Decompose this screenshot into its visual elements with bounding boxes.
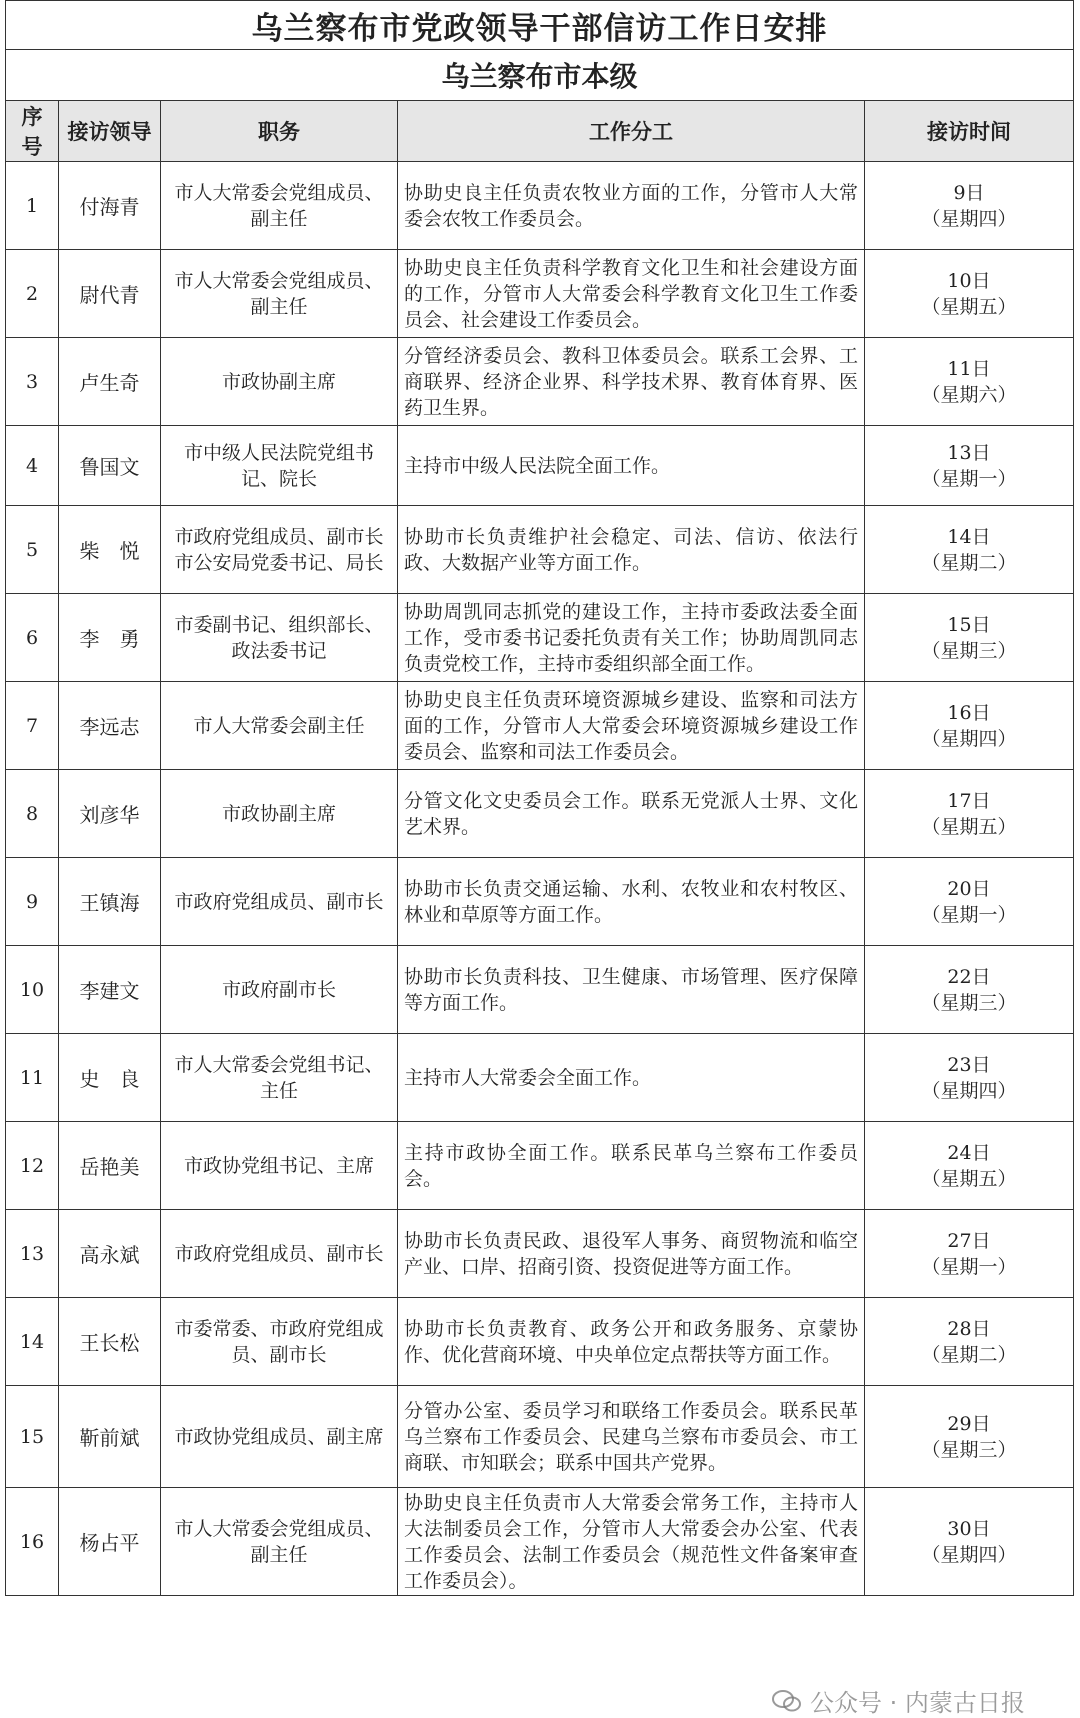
header-duty: 工作分工 [398,101,865,162]
leader-position: 市政府党组成员、副市长市公安局党委书记、局长 [161,506,398,594]
leader-position: 市人大常委会党组书记、主任 [161,1034,398,1122]
visit-weekday: （星期五） [921,1167,1017,1190]
visit-day: 22日 [947,965,991,988]
leader-name: 刘彦华 [59,770,161,858]
visit-time [865,594,1074,682]
visit-day: 15日 [947,613,991,636]
table-body [6,162,1074,1596]
work-duty: 分管办公室、委员学习和联络工作委员会。联系民革乌兰察布工作委员会、民建乌兰察布市委员会、市工商联、市知联会；联系中国共产党界。 [398,1386,865,1488]
table-row [6,594,1074,682]
visit-time [865,162,1074,250]
table-row [6,506,1074,594]
visit-time [865,1386,1074,1488]
table-row [6,1122,1074,1210]
work-duty: 协助史良主任负责科学教育文化卫生和社会建设方面的工作，分管市人大常委会科学教育文化卫生工作委员会、社会建设工作委员会。 [398,250,865,338]
visit-weekday: （星期一） [921,903,1017,926]
work-duty: 协助市长负责教育、政务公开和政务服务、京蒙协作、优化营商环境、中央单位定点帮扶等方面工作。 [398,1298,865,1386]
visit-day: 20日 [947,877,991,900]
row-number: 11 [6,1034,59,1122]
visit-time [865,1034,1074,1122]
leader-position: 市政协党组书记、主席 [161,1122,398,1210]
visit-weekday: （星期一） [921,1255,1017,1278]
visit-day: 10日 [947,269,991,292]
visit-time [865,426,1074,506]
row-number: 16 [6,1488,59,1596]
visit-time [865,858,1074,946]
leader-name: 岳艳美 [59,1122,161,1210]
leader-position: 市中级人民法院党组书记、院长 [161,426,398,506]
table-row [6,1034,1074,1122]
row-number: 3 [6,338,59,426]
table-row [6,338,1074,426]
visit-day: 11日 [947,357,991,380]
work-duty: 协助市长负责科技、卫生健康、市场管理、医疗保障等方面工作。 [398,946,865,1034]
leader-name: 卢生奇 [59,338,161,426]
work-duty: 主持市政协全面工作。联系民革乌兰察布工作委员会。 [398,1122,865,1210]
leader-name: 王镇海 [59,858,161,946]
visit-weekday: （星期三） [921,1438,1017,1461]
visit-weekday: （星期二） [921,1343,1017,1366]
visit-weekday: （星期四） [921,207,1017,230]
leader-name: 李远志 [59,682,161,770]
leader-position: 市政府副市长 [161,946,398,1034]
table-row [6,770,1074,858]
work-duty: 分管经济委员会、教科卫体委员会。联系工会界、工商联界、经济企业界、科学技术界、教育体育界、医药卫生界。 [398,338,865,426]
leader-name: 王长松 [59,1298,161,1386]
row-number: 7 [6,682,59,770]
row-number: 14 [6,1298,59,1386]
row-number: 12 [6,1122,59,1210]
watermark-text: 公众号 · 内蒙古日报 [810,1689,1025,1717]
work-duty: 协助市长负责维护社会稳定、司法、信访、依法行政、大数据产业等方面工作。 [398,506,865,594]
visit-day: 17日 [947,789,991,812]
table-row [6,162,1074,250]
visit-weekday: （星期四） [921,1079,1017,1102]
row-number: 6 [6,594,59,682]
page-title: 乌兰察布市党政领导干部信访工作日安排 [6,1,1074,50]
visit-time [865,682,1074,770]
visit-weekday: （星期四） [921,1543,1017,1566]
leader-name: 高永斌 [59,1210,161,1298]
leader-name: 柴 悦 [59,506,161,594]
visit-day: 29日 [947,1412,991,1435]
table-row [6,1298,1074,1386]
leader-name: 尉代青 [59,250,161,338]
work-duty: 协助史良主任负责农牧业方面的工作，分管市人大常委会农牧工作委员会。 [398,162,865,250]
leader-position: 市人大常委会党组成员、副主任 [161,1488,398,1596]
visit-day: 16日 [947,701,991,724]
visit-day: 13日 [947,441,991,464]
visit-time [865,338,1074,426]
visit-day: 9日 [953,181,985,204]
visit-weekday: （星期三） [921,639,1017,662]
row-number: 1 [6,162,59,250]
leader-position: 市政府党组成员、副市长 [161,1210,398,1298]
row-number: 8 [6,770,59,858]
visit-day: 14日 [947,525,991,548]
row-number: 2 [6,250,59,338]
header-leader: 接访领导 [59,101,161,162]
work-duty: 协助市长负责交通运输、水利、农牧业和农村牧区、林业和草原等方面工作。 [398,858,865,946]
leader-name: 靳前斌 [59,1386,161,1488]
work-duty: 主持市人大常委会全面工作。 [398,1034,865,1122]
leader-position: 市委常委、市政府党组成员、副市长 [161,1298,398,1386]
visit-day: 24日 [947,1141,991,1164]
visit-time [865,506,1074,594]
header-no: 序号 [6,101,59,162]
leader-position: 市人大常委会党组成员、副主任 [161,162,398,250]
page-subtitle: 乌兰察布市本级 [6,50,1074,101]
leader-name: 鲁国文 [59,426,161,506]
row-number: 15 [6,1386,59,1488]
schedule-table [5,0,1074,1596]
visit-weekday: （星期五） [921,815,1017,838]
row-number: 13 [6,1210,59,1298]
leader-position: 市政协党组成员、副主席 [161,1386,398,1488]
visit-time [865,1210,1074,1298]
leader-position: 市委副书记、组织部长、政法委书记 [161,594,398,682]
visit-time [865,1488,1074,1596]
work-duty: 协助市长负责民政、退役军人事务、商贸物流和临空产业、口岸、招商引资、投资促进等方面工作。 [398,1210,865,1298]
visit-day: 23日 [947,1053,991,1076]
schedule-sheet [5,0,1073,1596]
table-row [6,682,1074,770]
wechat-icon [772,1689,802,1713]
work-duty: 协助周凯同志抓党的建设工作，主持市委政法委全面工作，受市委书记委托负责有关工作；协助周凯同志负责党校工作，主持市委组织部全面工作。 [398,594,865,682]
work-duty: 协助史良主任负责环境资源城乡建设、监察和司法方面的工作，分管市人大常委会环境资源城乡建设工作委员会、监察和司法工作委员会。 [398,682,865,770]
leader-name: 李 勇 [59,594,161,682]
visit-weekday: （星期二） [921,551,1017,574]
visit-time [865,946,1074,1034]
visit-weekday: （星期四） [921,727,1017,750]
leader-position: 市政协副主席 [161,770,398,858]
table-row [6,946,1074,1034]
table-row [6,426,1074,506]
visit-weekday: （星期五） [921,295,1017,318]
leader-name: 杨占平 [59,1488,161,1596]
leader-position: 市政协副主席 [161,338,398,426]
row-number: 4 [6,426,59,506]
visit-time [865,1122,1074,1210]
leader-position: 市政府党组成员、副市长 [161,858,398,946]
table-row [6,250,1074,338]
table-header-row [6,101,1074,162]
leader-name: 付海青 [59,162,161,250]
visit-day: 30日 [947,1517,991,1540]
table-row [6,858,1074,946]
work-duty: 主持市中级人民法院全面工作。 [398,426,865,506]
visit-time [865,770,1074,858]
visit-day: 27日 [947,1229,991,1252]
leader-position: 市人大常委会党组成员、副主任 [161,250,398,338]
visit-time [865,250,1074,338]
leader-position: 市人大常委会副主任 [161,682,398,770]
row-number: 5 [6,506,59,594]
leader-name: 李建文 [59,946,161,1034]
visit-time [865,1298,1074,1386]
work-duty: 分管文化文史委员会工作。联系无党派人士界、文化艺术界。 [398,770,865,858]
table-row [6,1488,1074,1596]
work-duty: 协助史良主任负责市人大常委会常务工作，主持市人大法制委员会工作，分管市人大常委会办公室、代表工作委员会、法制工作委员会（规范性文件备案审查工作委员会）。 [398,1488,865,1596]
visit-weekday: （星期一） [921,467,1017,490]
table-row [6,1386,1074,1488]
visit-day: 28日 [947,1317,991,1340]
row-number: 9 [6,858,59,946]
leader-name: 史 良 [59,1034,161,1122]
header-position: 职务 [161,101,398,162]
visit-weekday: （星期六） [921,383,1017,406]
table-row [6,1210,1074,1298]
watermark [772,1683,1025,1718]
row-number: 10 [6,946,59,1034]
visit-weekday: （星期三） [921,991,1017,1014]
header-time: 接访时间 [865,101,1074,162]
